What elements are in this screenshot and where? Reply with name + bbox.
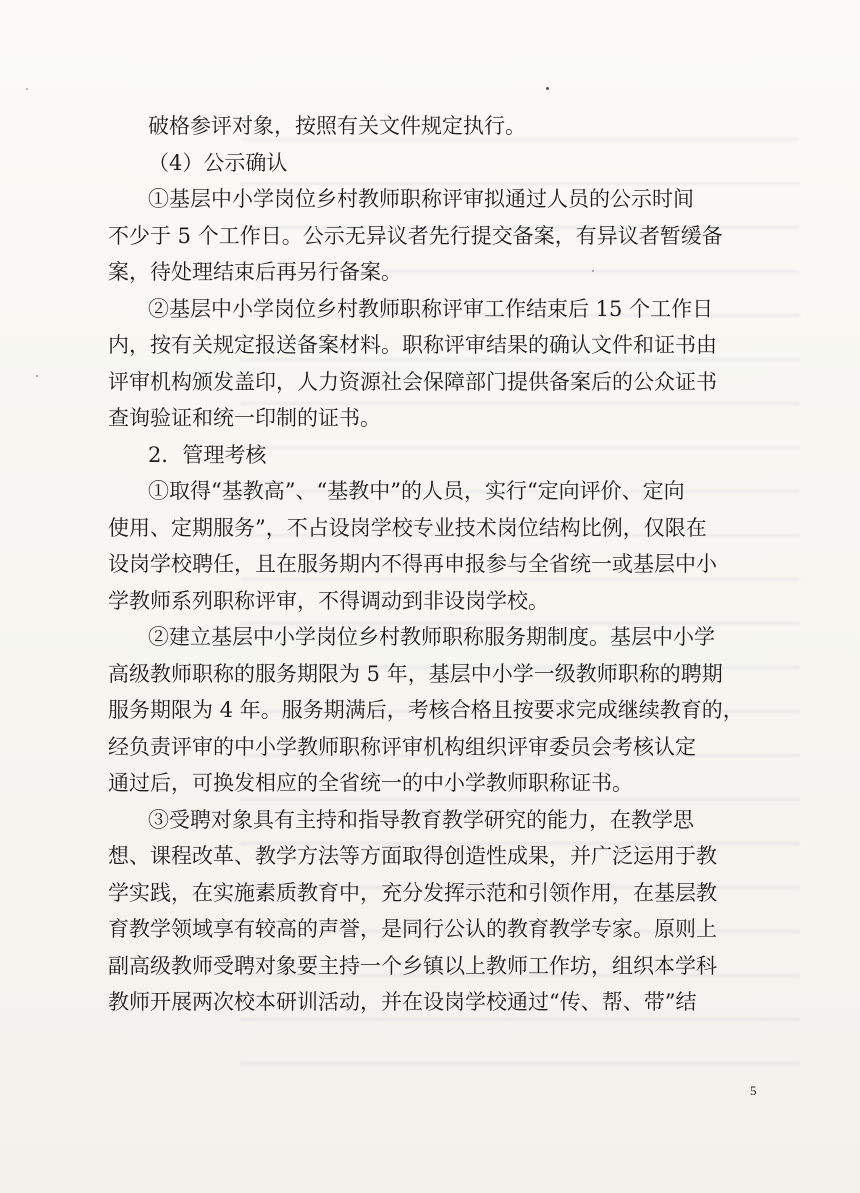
text-line: 查询验证和统一印制的证书。 (108, 406, 381, 430)
text-line: 经负责评审的中小学教师职称评审机构组织评审委员会考核认定 (108, 734, 696, 759)
document-body (108, 108, 768, 1021)
text-line: ②基层中小学岗位乡村教师职称评审工作结束后 15 个工作日 (148, 296, 714, 321)
text-line: 教师开展两次校本研训活动，并在设岗学校通过“传、帮、带”结 (108, 990, 697, 1014)
text-line: 通过后，可换发相应的全省统一的中小学教师职称证书。 (108, 771, 633, 795)
scan-speck (546, 87, 549, 90)
text-line: 服务期限为 4 年。服务期满后，考核合格且按要求完成继续教育的， (108, 698, 744, 722)
text-line: ③受聘对象具有主持和指导教育教学研究的能力，在教学思 (148, 807, 694, 832)
text-line: 想、课程改革、教学方法等方面取得创造性成果，并广泛运用于教 (108, 844, 717, 868)
scan-speck (36, 375, 38, 377)
page-number: 5 (750, 1083, 757, 1098)
section-heading: （4）公示确认 (148, 150, 288, 175)
text-line: 不少于 5 个工作日。公示无异议者先行提交备案，有异议者暂缓备 (108, 223, 723, 248)
text-line: ①取得“基教高”、“基教中”的人员，实行“定向评价、定向 (148, 479, 685, 503)
text-line: 副高级教师受聘对象要主持一个乡镇以上教师工作坊，组织本学科 (108, 953, 717, 978)
text-line: 使用、定期服务”，不占设岗学校专业技术岗位结构比例，仅限在 (108, 515, 707, 540)
scan-speck (26, 88, 28, 90)
text-line: 学教师系列职称评审，不得调动到非设岗学校。 (108, 588, 549, 613)
text-line: 破格参评对象，按照有关文件规定执行。 (148, 114, 526, 138)
text-line: 育教学领域享有较高的声誉，是同行公认的教育教学专家。原则上 (108, 917, 717, 941)
section-heading: 2．管理考核 (148, 442, 267, 467)
text-line: 设岗学校聘任，且在服务期内不得再申报参与全省统一或基层中小 (108, 552, 717, 576)
text-line: ②建立基层中小学岗位乡村教师职称服务期制度。基层中小学 (148, 625, 715, 649)
text-line: 学实践，在实施素质教育中，充分发挥示范和引领作用，在基层教 (108, 880, 717, 905)
text-line: 高级教师职称的服务期限为 5 年，基层中小学一级教师职称的聘期 (108, 661, 723, 686)
text-line: 评审机构颁发盖印，人力资源社会保障部门提供备案后的公众证书 (108, 369, 717, 394)
text-line: 案，待处理结束后再另行备案。 (108, 260, 402, 284)
text-line: ①基层中小学岗位乡村教师职称评审拟通过人员的公示时间 (148, 187, 694, 211)
text-line: 内，按有关规定报送备案材料。职称评审结果的确认文件和证书由 (108, 333, 717, 357)
